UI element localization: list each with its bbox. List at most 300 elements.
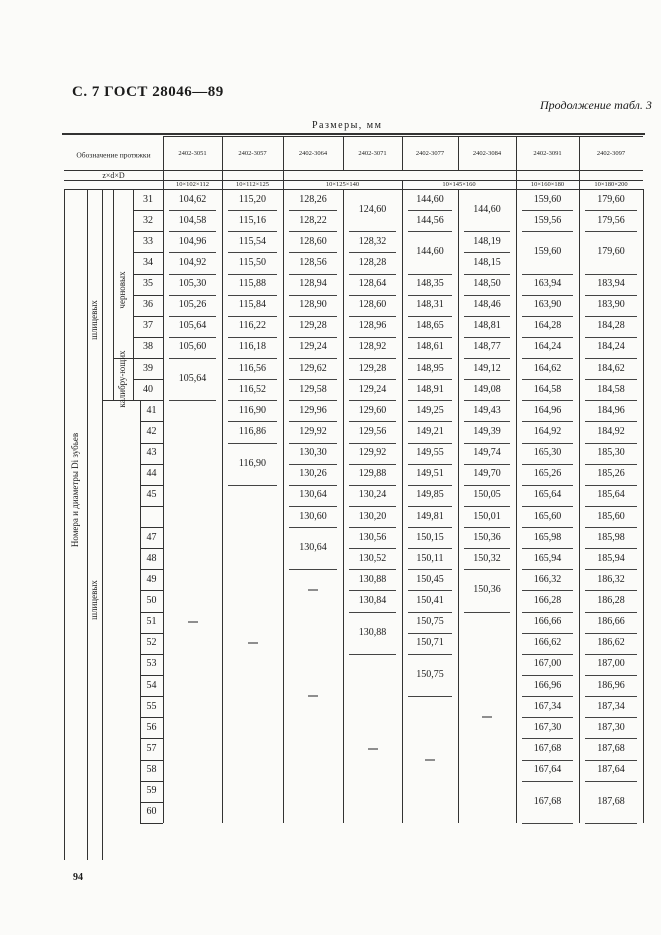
tooth-number: 37 xyxy=(143,320,153,332)
group-divider xyxy=(289,506,337,507)
tooth-number: 34 xyxy=(143,256,153,268)
table-cell: 184,58 xyxy=(597,383,625,395)
table-cell: 128,92 xyxy=(358,341,387,353)
table-cell: 163,90 xyxy=(533,299,562,311)
tooth-number: 57 xyxy=(146,742,157,754)
group-divider xyxy=(464,527,510,528)
row-rule xyxy=(133,379,163,380)
column-rule xyxy=(402,136,403,170)
tooth-number: 41 xyxy=(146,404,157,416)
table-cell: 184,28 xyxy=(597,320,625,332)
table-cell: 165,60 xyxy=(533,510,562,522)
group-divider xyxy=(289,443,337,444)
table-cell: 164,28 xyxy=(533,320,562,332)
group-divider xyxy=(228,443,277,444)
group-divider xyxy=(289,210,337,211)
tooth-number: 48 xyxy=(146,552,157,564)
group-divider xyxy=(522,231,573,232)
group-divider xyxy=(349,252,396,253)
table-cell: 164,92 xyxy=(533,425,562,437)
tooth-number: 58 xyxy=(146,764,157,776)
table-cell: 116,56 xyxy=(238,362,267,374)
group-divider xyxy=(522,548,573,549)
group-divider xyxy=(228,337,277,338)
group-divider xyxy=(289,274,337,275)
table-cell: 186,66 xyxy=(597,616,625,628)
group-divider xyxy=(585,654,637,655)
table-cell: 165,98 xyxy=(533,531,562,543)
sizes-title: Размеры, мм xyxy=(312,120,383,131)
table-cell: 129,28 xyxy=(358,362,387,374)
group-divider xyxy=(349,379,396,380)
table-cell: 115,88 xyxy=(238,278,267,290)
table-cell: 166,28 xyxy=(533,595,562,607)
table-cell: 185,60 xyxy=(597,510,625,522)
table-cell: 149,51 xyxy=(416,468,444,480)
group-divider xyxy=(464,400,510,401)
row-rule xyxy=(140,823,163,824)
group-divider xyxy=(289,337,337,338)
table-cell: 149,43 xyxy=(473,404,501,416)
table-cell: 144,60 xyxy=(473,204,501,216)
table-cell: 116,86 xyxy=(238,425,267,437)
group-divider xyxy=(522,781,573,782)
table-cell: 148,77 xyxy=(473,341,501,353)
tooth-number: 42 xyxy=(146,425,157,437)
group-divider xyxy=(464,337,510,338)
table-cell: 149,85 xyxy=(416,489,444,501)
group-divider xyxy=(585,464,637,465)
row-rule xyxy=(140,696,163,697)
group-divider xyxy=(522,464,573,465)
table-cell: 179,60 xyxy=(597,246,625,258)
table-cell: 187,30 xyxy=(597,721,625,733)
group-divider xyxy=(349,316,396,317)
group-divider xyxy=(408,696,452,697)
table-cell: 165,26 xyxy=(533,468,562,480)
row-rule xyxy=(140,506,163,507)
group-divider xyxy=(522,358,573,359)
table-cell: 150,71 xyxy=(416,637,444,649)
table-cell: 164,62 xyxy=(533,362,562,374)
table-cell: 116,90 xyxy=(238,404,267,416)
empty-cell-dash xyxy=(425,759,435,760)
tooth-number: 40 xyxy=(143,383,153,395)
table-cell: 185,26 xyxy=(597,468,625,480)
column-rule xyxy=(343,136,344,170)
tooth-number: 59 xyxy=(146,785,157,797)
table-cell: 149,81 xyxy=(416,510,444,522)
table-cell: 185,64 xyxy=(597,489,625,501)
group-divider xyxy=(585,295,637,296)
table-cell: 104,62 xyxy=(178,193,207,205)
group-divider xyxy=(585,210,637,211)
group-divider xyxy=(464,421,510,422)
table-cell: 116,90 xyxy=(238,457,267,469)
group-divider xyxy=(585,717,637,718)
group-divider xyxy=(585,527,637,528)
group-divider xyxy=(228,295,277,296)
group-divider xyxy=(228,421,277,422)
table-cell: 187,34 xyxy=(597,700,625,712)
table-cell: 124,60 xyxy=(358,204,387,216)
table-cell: 150,15 xyxy=(416,531,444,543)
group-divider xyxy=(169,358,216,359)
group-divider xyxy=(585,548,637,549)
column-rule xyxy=(579,189,580,823)
table-cell: 148,91 xyxy=(416,383,444,395)
table-cell: 105,60 xyxy=(178,341,207,353)
table-cell: 185,94 xyxy=(597,552,625,564)
group-divider xyxy=(349,358,396,359)
table-cell: 130,56 xyxy=(358,531,387,543)
group-divider xyxy=(228,379,277,380)
table-cell: 129,58 xyxy=(299,383,327,395)
group-divider xyxy=(522,379,573,380)
group-divider xyxy=(522,443,573,444)
row-rule xyxy=(140,802,163,803)
tooth-number: 45 xyxy=(146,489,157,501)
group-divider xyxy=(228,210,277,211)
table-cell: 150,45 xyxy=(416,573,444,585)
group-divider xyxy=(585,569,637,570)
empty-cell-dash xyxy=(188,622,198,623)
group-divider xyxy=(522,485,573,486)
group-divider xyxy=(464,548,510,549)
empty-cell-dash xyxy=(368,748,378,749)
table-cell: 148,50 xyxy=(473,278,501,290)
row-rule xyxy=(140,760,163,761)
row-rule xyxy=(140,675,163,676)
table-cell: 148,81 xyxy=(473,320,501,332)
table-cell: 129,88 xyxy=(358,468,387,480)
group-divider xyxy=(585,231,637,232)
empty-cell-dash xyxy=(248,643,258,644)
group-divider xyxy=(349,548,396,549)
group-divider xyxy=(585,379,637,380)
group-divider xyxy=(585,506,637,507)
group-divider xyxy=(522,675,573,676)
empty-cell-dash xyxy=(482,717,492,718)
spline-label: шлицевых xyxy=(89,580,99,620)
group-divider xyxy=(289,252,337,253)
table-cell: 129,24 xyxy=(358,383,387,395)
table-cell: 164,96 xyxy=(533,404,562,416)
group-divider xyxy=(522,696,573,697)
table-cell: 116,18 xyxy=(238,341,267,353)
group-divider xyxy=(169,400,216,401)
group-divider xyxy=(408,421,452,422)
group-divider xyxy=(522,717,573,718)
group-divider xyxy=(522,295,573,296)
column-header: 2402-3091 xyxy=(533,150,562,157)
dims-cell: 10×102×112 xyxy=(175,181,210,188)
table-cell: 144,60 xyxy=(416,246,444,258)
group-divider xyxy=(522,760,573,761)
table-cell: 128,26 xyxy=(299,193,327,205)
table-cell: 185,98 xyxy=(597,531,625,543)
table-cell: 128,60 xyxy=(358,299,387,311)
row-rule xyxy=(140,464,163,465)
group-divider xyxy=(585,358,637,359)
row-rule xyxy=(140,717,163,718)
tooth-number: 35 xyxy=(143,278,153,290)
group-divider xyxy=(349,400,396,401)
group-divider xyxy=(349,654,396,655)
group-divider xyxy=(408,506,452,507)
table-cell: 130,64 xyxy=(299,489,327,501)
table-cell: 148,19 xyxy=(473,235,501,247)
column-rule xyxy=(163,136,164,189)
tooth-number: 31 xyxy=(143,193,153,205)
table-rule xyxy=(87,189,163,190)
column-header: 2402-3071 xyxy=(358,150,387,157)
table-cell: 148,95 xyxy=(416,362,444,374)
table-cell: 149,70 xyxy=(473,468,501,480)
table-cell: 179,56 xyxy=(597,214,625,226)
column-rule xyxy=(102,189,103,860)
group-divider xyxy=(522,633,573,634)
group-divider xyxy=(169,274,216,275)
group-divider xyxy=(464,443,510,444)
tooth-number: 54 xyxy=(146,679,157,691)
table-cell: 167,68 xyxy=(533,742,562,754)
tooth-number: 50 xyxy=(146,595,157,607)
group-divider xyxy=(349,590,396,591)
left-border xyxy=(64,189,65,860)
group-divider xyxy=(522,421,573,422)
tooth-number: 39 xyxy=(143,362,153,374)
group-divider xyxy=(408,654,452,655)
table-cell: 167,00 xyxy=(533,658,562,670)
table-cell: 167,68 xyxy=(533,795,562,807)
table-cell: 130,20 xyxy=(358,510,387,522)
group-divider xyxy=(349,337,396,338)
table-cell: 150,01 xyxy=(473,510,501,522)
table-cell: 166,96 xyxy=(533,679,562,691)
group-divider xyxy=(349,485,396,486)
column-rule xyxy=(222,180,223,189)
table-cell: 144,60 xyxy=(416,193,444,205)
column-rule xyxy=(516,136,517,180)
column-rule xyxy=(87,189,88,860)
group-divider xyxy=(408,295,452,296)
row-rule xyxy=(133,400,163,401)
table-cell: 115,84 xyxy=(238,299,267,311)
group-divider xyxy=(585,675,637,676)
group-divider xyxy=(585,274,637,275)
group-divider xyxy=(408,464,452,465)
table-cell: 183,94 xyxy=(597,278,625,290)
group-divider xyxy=(228,274,277,275)
table-cell: 166,32 xyxy=(533,573,562,585)
table-cell: 115,20 xyxy=(238,193,267,205)
group-divider xyxy=(464,506,510,507)
group-divider xyxy=(585,612,637,613)
group-divider xyxy=(349,464,396,465)
table-cell: 128,22 xyxy=(299,214,327,226)
table-cell: 148,15 xyxy=(473,256,501,268)
dims-cell: 10×180×200 xyxy=(594,181,628,188)
group-divider xyxy=(522,210,573,211)
row-rule xyxy=(133,274,163,275)
group-divider xyxy=(522,569,573,570)
group-divider xyxy=(169,231,216,232)
dims-cell: 10×112×125 xyxy=(235,181,270,188)
tooth-number: 51 xyxy=(146,616,157,628)
tooth-number: 44 xyxy=(146,468,157,480)
tooth-number: 38 xyxy=(143,341,153,353)
group-divider xyxy=(349,231,396,232)
header-rule xyxy=(163,136,643,137)
group-divider xyxy=(585,760,637,761)
dims-cell: 10×125×140 xyxy=(325,181,360,188)
table-cell: 105,30 xyxy=(178,278,207,290)
table-cell: 165,30 xyxy=(533,447,562,459)
dims-cell: 10×145×160 xyxy=(442,181,476,188)
table-cell: 159,60 xyxy=(533,246,562,258)
table-cell: 129,62 xyxy=(299,362,327,374)
table-cell: 150,36 xyxy=(473,531,501,543)
page-number: 94 xyxy=(73,872,83,883)
table-cell: 130,84 xyxy=(358,595,387,607)
table-cell: 184,62 xyxy=(597,362,625,374)
table-cell: 129,24 xyxy=(299,341,327,353)
table-cell: 130,64 xyxy=(299,542,327,554)
table-cell: 149,12 xyxy=(473,362,501,374)
row-rule xyxy=(140,654,163,655)
column-rule xyxy=(113,189,114,400)
group-divider xyxy=(289,527,337,528)
column-rule xyxy=(458,189,459,823)
designation-label: Обозначение протяжки xyxy=(76,150,151,160)
group-divider xyxy=(408,274,452,275)
group-divider xyxy=(585,400,637,401)
group-divider xyxy=(289,316,337,317)
group-divider xyxy=(349,443,396,444)
group-divider xyxy=(464,612,510,613)
group-divider xyxy=(464,379,510,380)
group-divider xyxy=(289,569,337,570)
table-cell: 129,60 xyxy=(358,404,387,416)
row-rule xyxy=(133,252,163,253)
dims-cell: 10×160×180 xyxy=(530,181,565,188)
group-divider xyxy=(522,400,573,401)
table-cell: 144,56 xyxy=(416,214,444,226)
table-cell: 150,75 xyxy=(416,668,444,680)
group-divider xyxy=(522,590,573,591)
table-cell: 187,00 xyxy=(597,658,625,670)
group-divider xyxy=(408,400,452,401)
group-divider xyxy=(408,569,452,570)
table-cell: 128,32 xyxy=(358,235,387,247)
table-cell: 166,66 xyxy=(533,616,562,628)
table-cell: 149,74 xyxy=(473,447,501,459)
table-cell: 148,35 xyxy=(416,278,444,290)
group-divider xyxy=(169,295,216,296)
table-cell: 187,64 xyxy=(597,764,625,776)
group-divider xyxy=(522,738,573,739)
table-cell: 128,96 xyxy=(358,320,387,332)
table-cell: 130,88 xyxy=(358,573,387,585)
table-cell: 129,56 xyxy=(358,425,387,437)
group-divider xyxy=(169,337,216,338)
tooth-number: 53 xyxy=(146,658,157,670)
table-cell: 179,60 xyxy=(597,193,625,205)
table-cell: 104,58 xyxy=(178,214,207,226)
column-header: 2402-3051 xyxy=(178,150,207,157)
table-cell: 163,94 xyxy=(533,278,562,290)
table-cell: 167,34 xyxy=(533,700,562,712)
group-divider xyxy=(585,421,637,422)
table-cell: 115,16 xyxy=(238,214,267,226)
group-divider xyxy=(464,231,510,232)
group-divider xyxy=(585,337,637,338)
table-cell: 149,39 xyxy=(473,425,501,437)
table-cell: 130,24 xyxy=(358,489,387,501)
group-divider xyxy=(228,252,277,253)
column-header: 2402-3057 xyxy=(238,150,267,157)
table-rule xyxy=(64,170,643,171)
table-top-rule xyxy=(62,133,645,135)
group-divider xyxy=(408,548,452,549)
row-rule xyxy=(140,485,163,486)
table-cell: 184,92 xyxy=(597,425,625,437)
group-divider xyxy=(522,823,573,824)
table-cell: 105,26 xyxy=(178,299,207,311)
rough-label: черновых xyxy=(117,271,127,309)
group-divider xyxy=(289,421,337,422)
group-divider xyxy=(408,527,452,528)
table-cell: 129,28 xyxy=(299,320,327,332)
tooth-number: 55 xyxy=(146,700,157,712)
group-divider xyxy=(464,316,510,317)
table-cell: 116,22 xyxy=(238,320,267,332)
row-rule xyxy=(133,358,163,359)
row-rule xyxy=(140,443,163,444)
group-divider xyxy=(169,252,216,253)
dims-label: z×d×D xyxy=(102,171,125,180)
group-divider xyxy=(522,337,573,338)
row-rule xyxy=(133,210,163,211)
table-cell: 149,21 xyxy=(416,425,444,437)
group-divider xyxy=(169,316,216,317)
column-rule xyxy=(163,189,164,823)
group-divider xyxy=(408,337,452,338)
row-rule xyxy=(140,738,163,739)
tooth-number: 60 xyxy=(146,806,157,818)
group-divider xyxy=(585,696,637,697)
group-divider xyxy=(585,443,637,444)
group-divider xyxy=(408,316,452,317)
group-divider xyxy=(585,633,637,634)
table-cell: 130,26 xyxy=(299,468,327,480)
table-cell: 166,62 xyxy=(533,637,562,649)
column-rule xyxy=(516,180,517,189)
table-cell: 150,36 xyxy=(473,584,501,596)
table-cell: 183,90 xyxy=(597,299,625,311)
tooth-number: 47 xyxy=(146,531,157,543)
table-cell: 130,52 xyxy=(358,552,387,564)
table-cell: 130,30 xyxy=(299,447,327,459)
row-rule xyxy=(133,231,163,232)
group-divider xyxy=(228,485,277,486)
table-cell: 184,96 xyxy=(597,404,625,416)
group-divider xyxy=(408,443,452,444)
column-rule xyxy=(402,180,403,189)
table-cell: 129,92 xyxy=(358,447,387,459)
group-divider xyxy=(289,379,337,380)
